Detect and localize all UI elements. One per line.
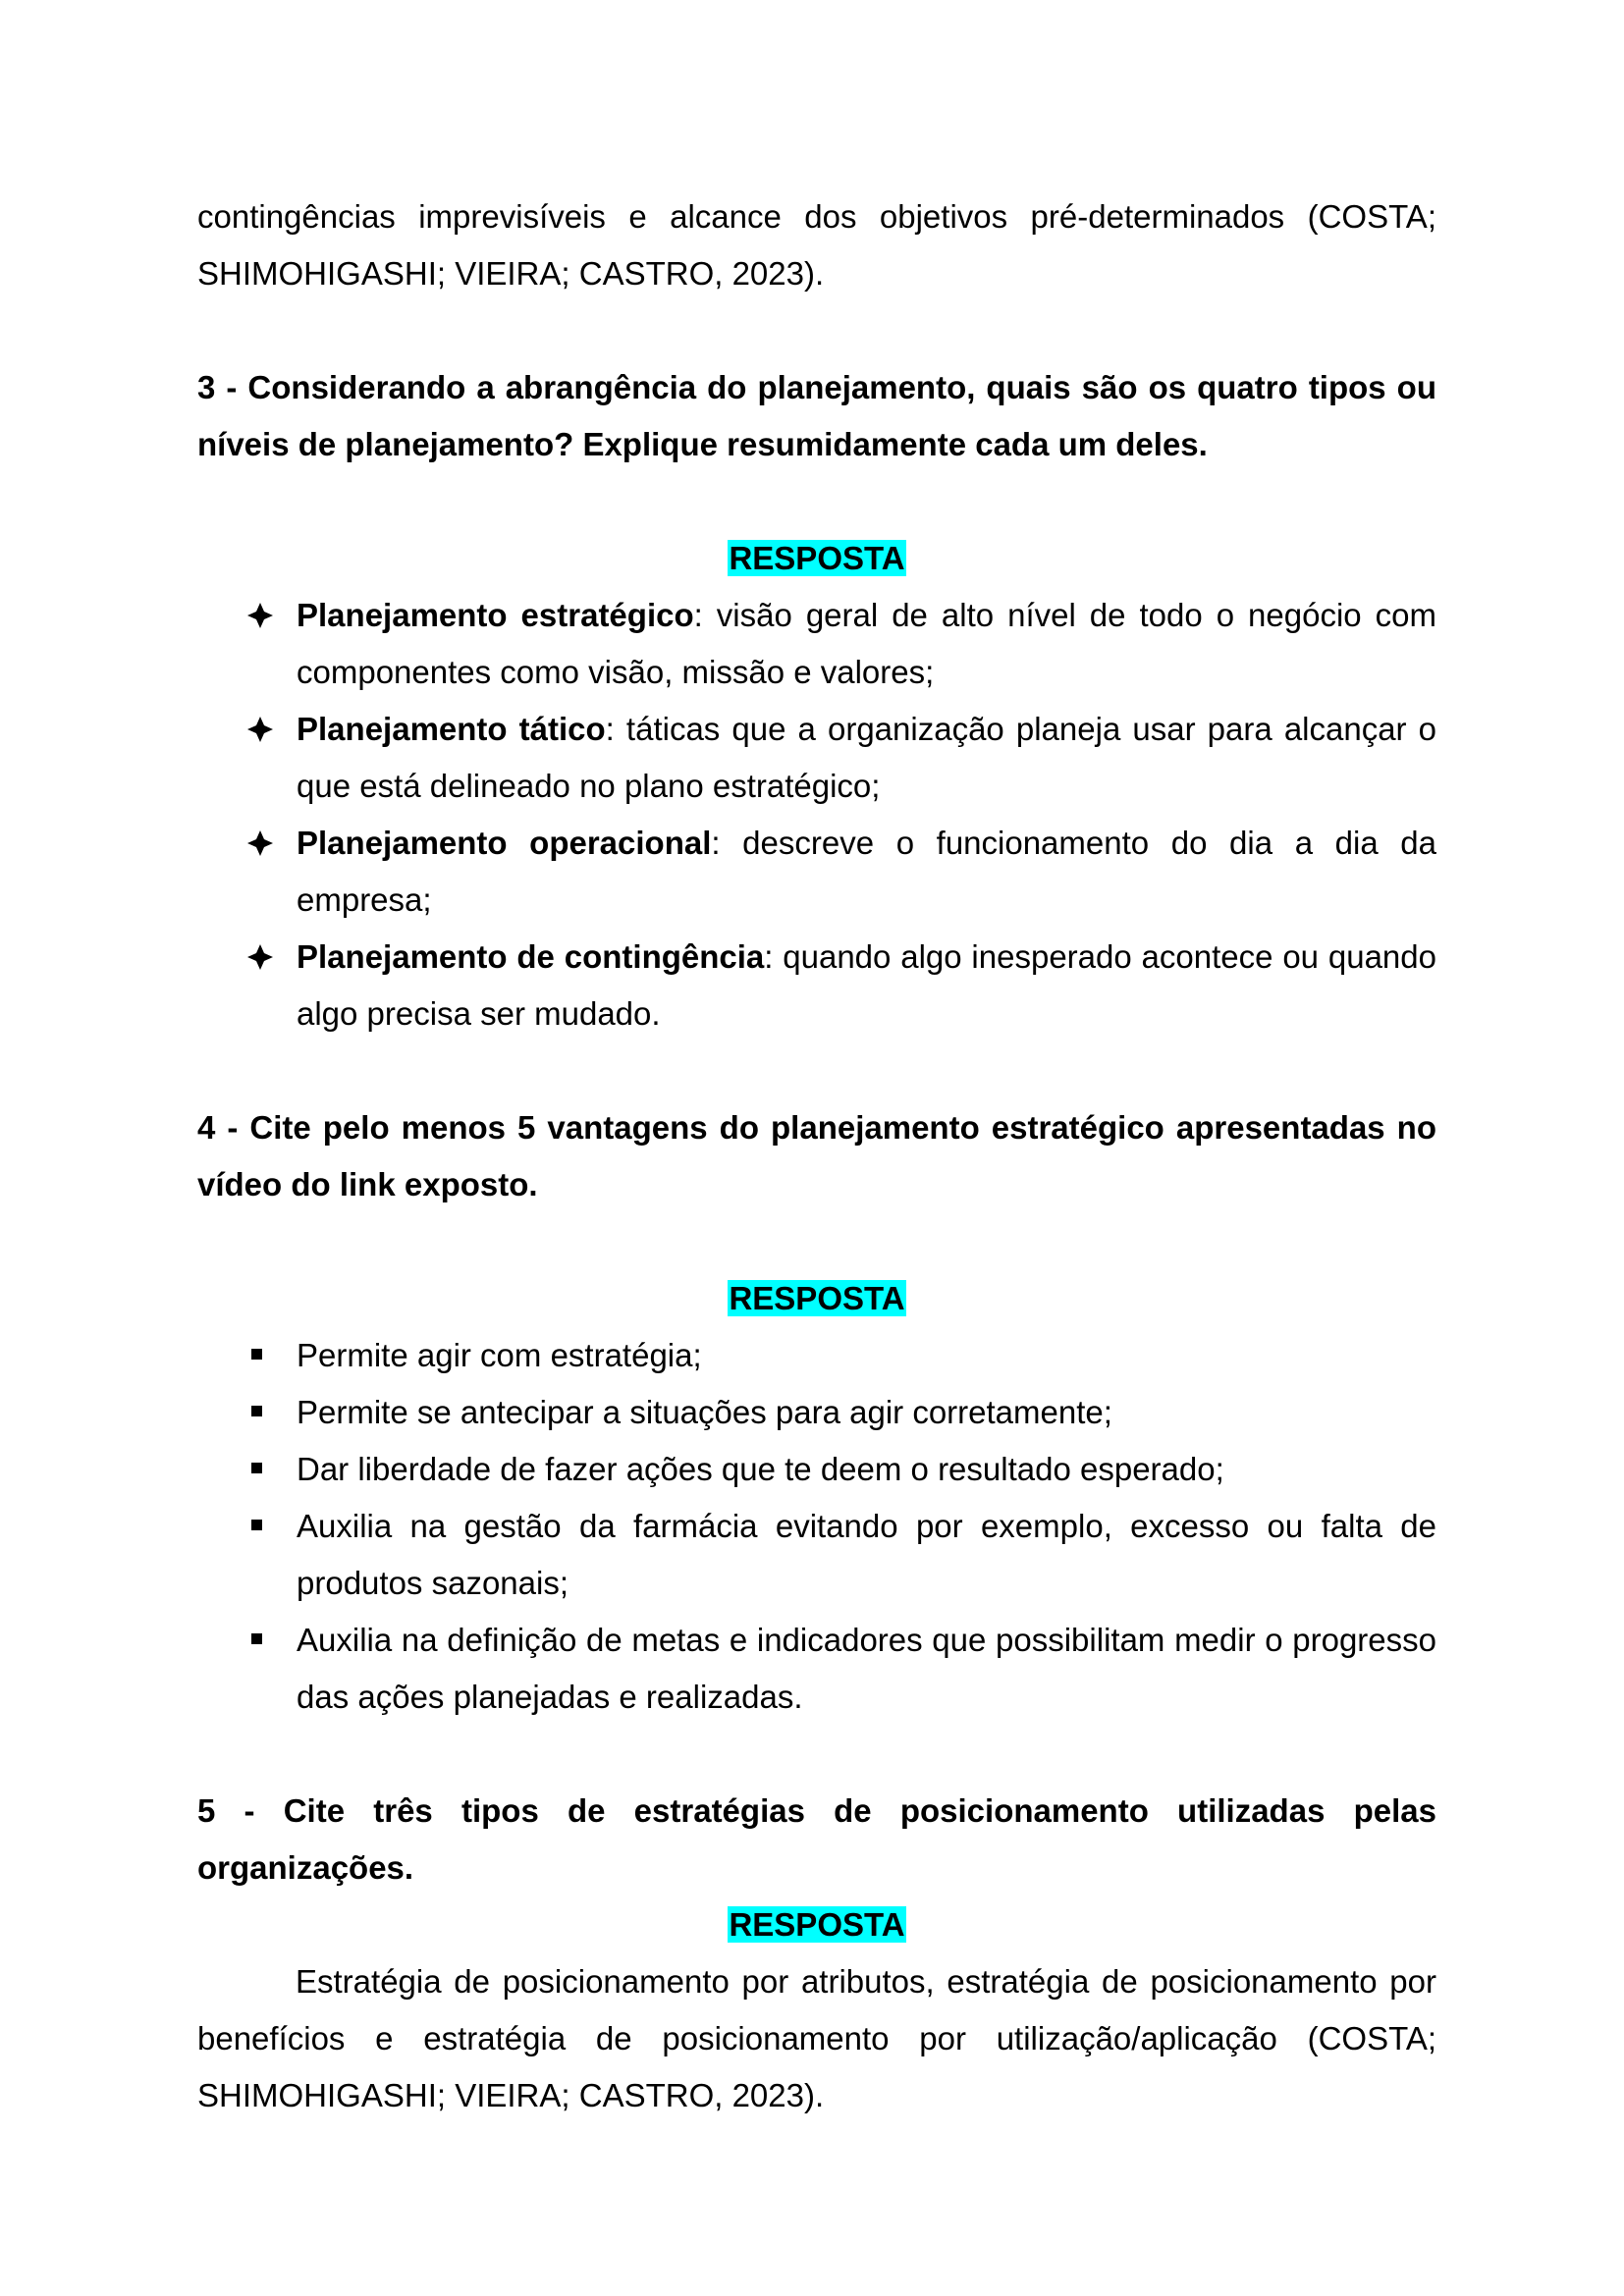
intro-paragraph: contingências imprevisíveis e alcance dos objetivos pré-determinados (COSTA; SHIMOHIGASHI; VIEIRA; CASTRO, 2023). xyxy=(197,198,1436,292)
question-4: 4 - Cite pelo menos 5 vantagens do planejamento estratégico apresentadas no vídeo do link exposto. xyxy=(197,1109,1436,1202)
spacer xyxy=(197,1213,1436,1270)
list-item xyxy=(197,1498,1436,1612)
diamond-bullet-icon xyxy=(246,602,274,629)
question-3: 3 - Considerando a abrangência do planejamento, quais são os quatro tipos ou níveis de planejamento? Explique resumidamente cada um deles. xyxy=(197,369,1436,462)
answer-paragraph-5: Estratégia de posicionamento por atributos, estratégia de posicionamento por benefícios e estratégia de posicionamento por utilização/aplicação (COSTA; SHIMOHIGASHI; VIEIRA; CASTRO, 2023). xyxy=(197,1963,1436,2113)
resposta-label: RESPOSTA xyxy=(729,1280,905,1316)
item-description: : táticas que a organização planeja usar para alcançar o que está delineado no plano estratégico; xyxy=(297,711,1436,804)
square-bullet-icon xyxy=(251,1349,262,1360)
list-item xyxy=(197,815,1436,929)
answer-heading-5 xyxy=(197,1896,1436,1953)
list-item xyxy=(197,1327,1436,1384)
spacer xyxy=(197,1726,1436,1783)
diamond-bullet-icon xyxy=(246,716,274,743)
square-bullet-icon xyxy=(251,1463,262,1473)
item-term: Planejamento tático xyxy=(297,711,606,747)
spacer xyxy=(197,302,1436,359)
list-item xyxy=(197,701,1436,815)
square-bullet-icon xyxy=(251,1633,262,1644)
diamond-bullet-icon xyxy=(246,829,274,857)
answer-heading-4 xyxy=(197,1270,1436,1327)
item-text: Auxilia na definição de metas e indicadores que possibilitam medir o progresso das ações planejadas e realizadas. xyxy=(297,1622,1436,1715)
item-text: Dar liberdade de fazer ações que te deem o resultado esperado; xyxy=(297,1451,1224,1487)
item-description: : quando algo inesperado acontece ou quando algo precisa ser mudado. xyxy=(297,938,1436,1032)
list-item xyxy=(197,1441,1436,1498)
square-bullet-icon xyxy=(251,1520,262,1530)
list-item xyxy=(197,1384,1436,1441)
list-item xyxy=(197,587,1436,701)
resposta-label: RESPOSTA xyxy=(729,1906,905,1943)
answer-heading-3 xyxy=(197,530,1436,587)
planning-levels-list xyxy=(197,587,1436,1042)
item-description: : descreve o funcionamento do dia a dia da empresa; xyxy=(297,825,1436,918)
list-item xyxy=(197,1612,1436,1726)
item-text: Permite se antecipar a situações para agir corretamente; xyxy=(297,1394,1112,1430)
advantages-list xyxy=(197,1327,1436,1726)
spacer xyxy=(197,1042,1436,1099)
document-page xyxy=(197,188,1436,2124)
item-description: : visão geral de alto nível de todo o negócio com componentes como visão, missão e valores; xyxy=(297,597,1436,690)
list-item xyxy=(197,929,1436,1042)
diamond-bullet-icon xyxy=(246,943,274,971)
item-text: Auxilia na gestão da farmácia evitando por exemplo, excesso ou falta de produtos sazonais; xyxy=(297,1508,1436,1601)
item-term: Planejamento operacional xyxy=(297,825,712,861)
item-term: Planejamento estratégico xyxy=(297,597,694,633)
spacer xyxy=(197,473,1436,530)
question-5: 5 - Cite três tipos de estratégias de posicionamento utilizadas pelas organizações. xyxy=(197,1792,1436,1886)
item-text: Permite agir com estratégia; xyxy=(297,1337,702,1373)
square-bullet-icon xyxy=(251,1406,262,1416)
resposta-label: RESPOSTA xyxy=(729,540,905,576)
item-term: Planejamento de contingência xyxy=(297,938,765,975)
